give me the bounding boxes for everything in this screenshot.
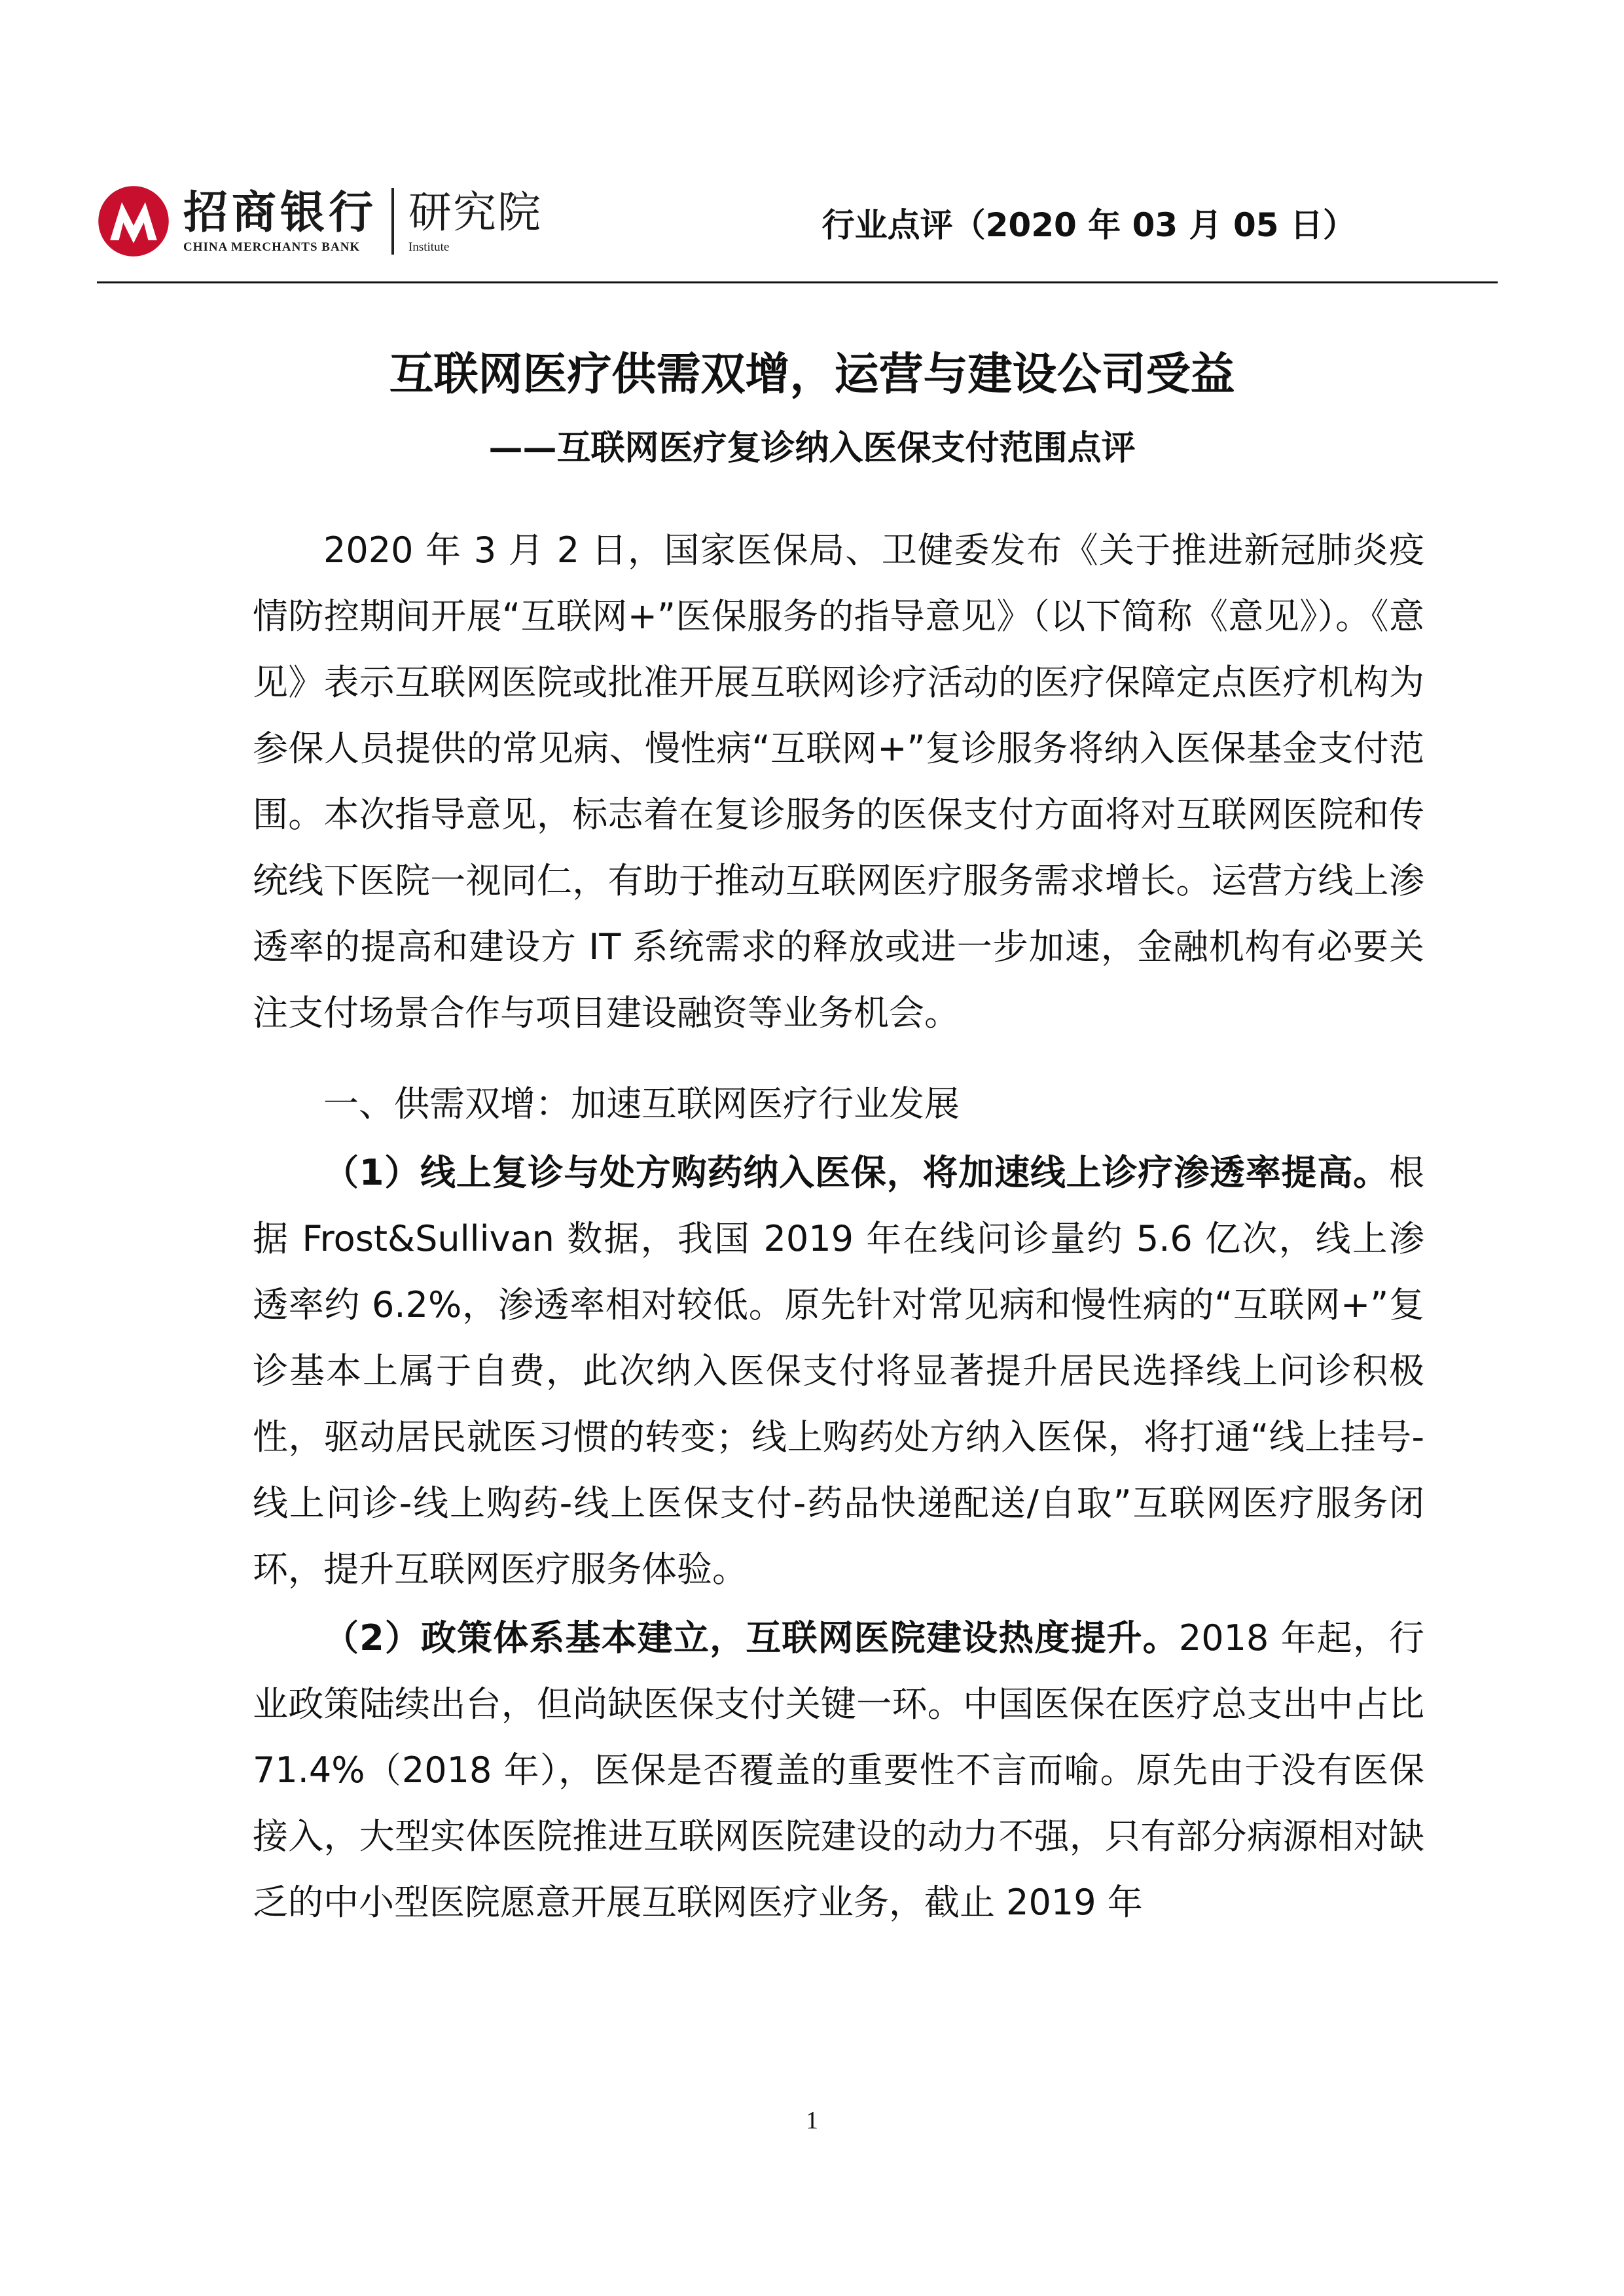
logo-divider <box>391 188 394 255</box>
report-type-date: 行业点评（2020 年 03 月 05 日） <box>821 206 1356 244</box>
cmb-logo-icon <box>97 185 170 258</box>
bank-logo <box>97 182 542 260</box>
institute-name-en: Institute <box>408 240 450 254</box>
report-title: 互联网医疗供需双增，运营与建设公司受益 <box>389 349 1235 401</box>
paragraph-1-text: 根据 Frost&Sullivan 数据，我国 2019 年在线问诊量约 5.6 亿次，线上渗透率约 6.2%，渗透率相对较低。原先针对常见病和慢性病的“互联网+”复诊基本上属于自费，此次纳入医保支付将显著提升居民选择线上问诊积极性，驱动居民就医习惯的转变；线上购药处方纳入医保，将打通“线上挂号-线上问诊-线上购药-线上医保支付-药品快递配送/自取”互联网医疗服务闭环，提升互联网医疗服务体验。 <box>253 1152 1424 1590</box>
logo-name-en: CHINA MERCHANTS BANK <box>183 240 361 254</box>
paragraph-1-lead: （1）线上复诊与处方购药纳入医保，将加速线上诊疗渗透率提高。 <box>323 1152 1389 1193</box>
report-subtitle: ——互联网医疗复诊纳入医保支付范围点评 <box>488 429 1136 468</box>
logo-name-cn: 招商银行 <box>183 187 378 239</box>
paragraph-2-text: 2018 年起，行业政策陆续出台，但尚缺医保支付关键一环。中国医保在医疗总支出中占比 71.4%（2018 年），医保是否覆盖的重要性不言而喻。原先由于没有医保接入，大型实体医院推进互联网医院建设的动力不强，只有部分病源相对缺乏的中小型医院愿意开展互联网医疗业务，截止 2019 年 <box>253 1617 1424 1923</box>
header-rule <box>97 281 1498 283</box>
paragraph-2-lead: （2）政策体系基本建立，互联网医院建设热度提升。 <box>323 1617 1179 1659</box>
paragraph-2 <box>253 1605 1424 1935</box>
institute-name-cn: 研究院 <box>408 187 543 238</box>
section-heading: 一、供需双增：加速互联网医疗行业发展 <box>323 1083 960 1124</box>
report-body <box>253 517 1424 1935</box>
intro-paragraph: 2020 年 3 月 2 日，国家医保局、卫健委发布《关于推进新冠肺炎疫情防控期间开展“互联网+”医保服务的指导意见》（以下简称《意见》）。《意见》表示互联网医院或批准开展互联网诊疗活动的医疗保障定点医疗机构为参保人员提供的常见病、慢性病“互联网+”复诊服务将纳入医保基金支付范围。本次指导意见，标志着在复诊服务的医保支付方面将对互联网医院和传统线下医院一视同仁，有助于推动互联网医疗服务需求增长。运营方线上渗透率的提高和建设方 IT 系统需求的释放或进一步加速，金融机构有必要关注支付场景合作与项目建设融资等业务机会。 <box>253 529 1424 1033</box>
page-number: 1 <box>806 2107 818 2134</box>
paragraph-1 <box>253 1139 1424 1602</box>
